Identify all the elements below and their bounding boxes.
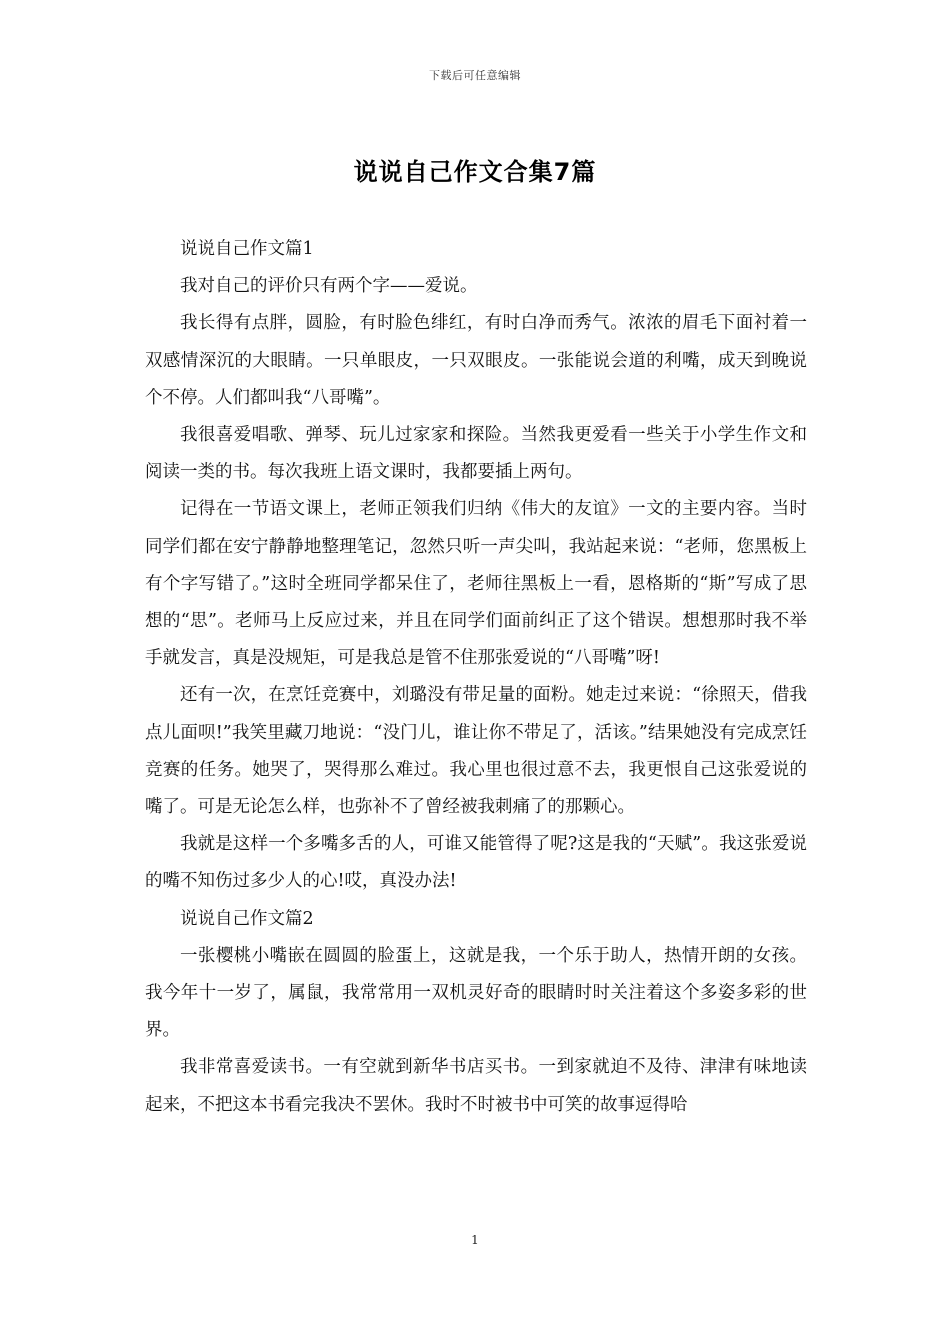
paragraph: 记得在一节语文课上，老师正领我们归纳《伟大的友谊》一文的主要内容。当时同学们都在安宁静静地整理笔记，忽然只听一声尖叫，我站起来说：“老师，您黑板上有个字写错了。”这时全班同学都呆住了，老师往黑板上一看，恩格斯的“斯”写成了思想的“思”。老师马上反应过来，并且在同学们面前纠正了这个错误。想想那时我不举手就发言，真是没规矩，可是我总是管不住那张爱说的“八哥嘴”呀!: [145, 499, 807, 669]
page-number: 1: [471, 1233, 479, 1247]
paragraph: 我很喜爱唱歌、弹琴、玩儿过家家和探险。当然我更爱看一些关于小学生作文和阅读一类的书。每次我班上语文课时，我都要插上两句。: [145, 425, 807, 483]
section-heading: 说说自己作文篇1: [180, 239, 314, 259]
paragraph: 我就是这样一个多嘴多舌的人，可谁又能管得了呢?这是我的“天赋”。我这张爱说的嘴不知伤过多少人的心!哎，真没办法!: [145, 834, 807, 892]
section-heading: 说说自己作文篇2: [180, 908, 314, 929]
paragraph: 一张樱桃小嘴嵌在圆圆的脸蛋上，这就是我，一个乐于助人，热情开朗的女孩。我今年十一岁了，属鼠，我常常用一双机灵好奇的眼睛时时关注着这个多姿多彩的世界。: [145, 945, 807, 1041]
page-header-note: 下载后可任意编辑: [429, 69, 521, 82]
paragraph: 我对自己的评价只有两个字——爱说。: [180, 276, 478, 297]
document-body: [145, 231, 807, 1124]
paragraph: 我长得有点胖，圆脸，有时脸色绯红，有时白净而秀气。浓浓的眉毛下面衬着一双感情深沉的大眼睛。一只单眼皮，一只双眼皮。一张能说会道的利嘴，成天到晚说个不停。人们都叫我“八哥嘴”。: [145, 313, 807, 408]
document-title: 说说自己作文合集7篇: [353, 158, 597, 186]
paragraph: 还有一次，在烹饪竞赛中，刘璐没有带足量的面粉。她走过来说：“徐照天，借我点儿面呗!”我笑里藏刀地说：“没门儿，谁让你不带足了，活该。”结果她没有完成烹饪竞赛的任务。她哭了，哭得那么难过。我心里也很过意不去，我更恨自己这张爱说的嘴了。可是无论怎么样，也弥补不了曾经被我刺痛了的那颗心。: [145, 685, 807, 818]
paragraph: 我非常喜爱读书。一有空就到新华书店买书。一到家就迫不及待、津津有味地读起来，不把这本书看完我决不罢休。我时不时被书中可笑的故事逗得哈: [145, 1057, 807, 1115]
